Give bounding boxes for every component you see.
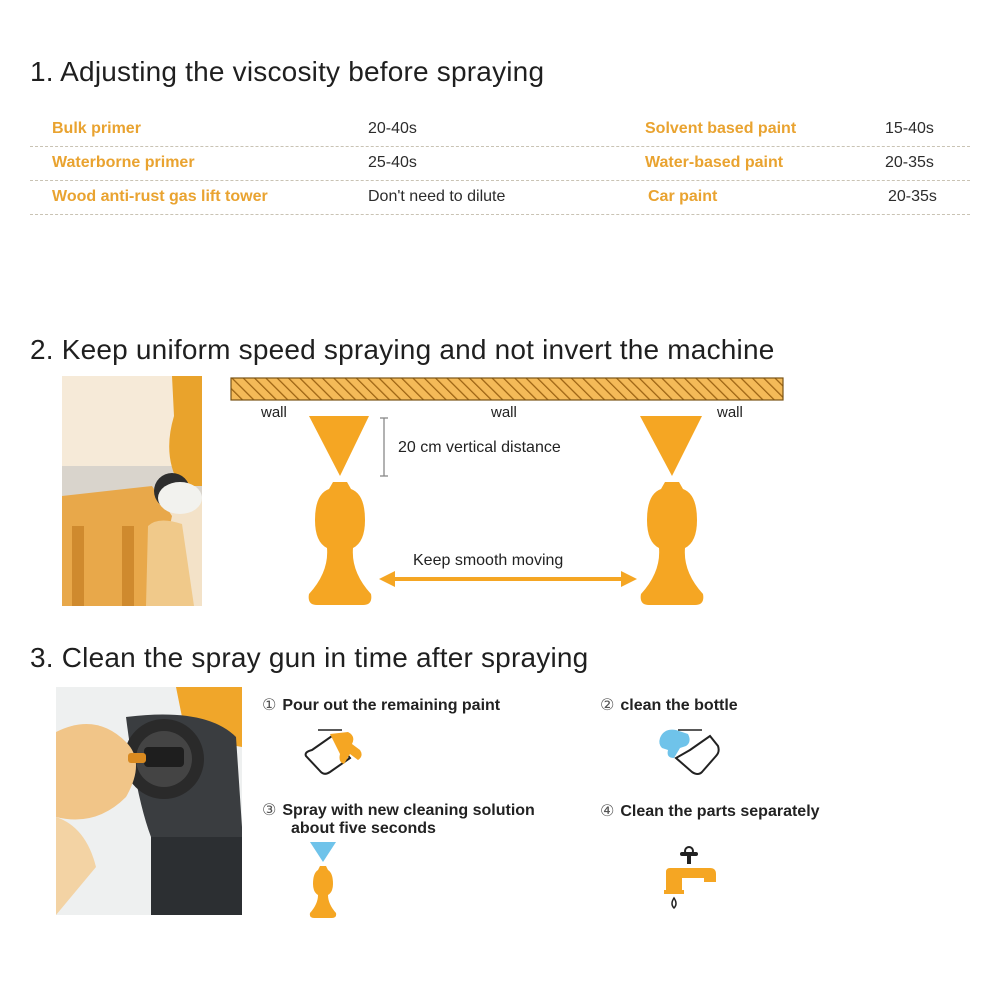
wall-surface xyxy=(231,378,783,400)
step-text: Clean the parts separately xyxy=(620,803,820,820)
distance-label: 20 cm vertical distance xyxy=(398,439,561,456)
material-name: Solvent based paint xyxy=(645,120,797,137)
step-number: ② xyxy=(600,697,615,714)
table-row xyxy=(30,180,970,215)
spraying-diagram xyxy=(225,372,790,612)
pour-paint-icon xyxy=(298,714,368,784)
spray-cleaning-icon xyxy=(300,842,346,920)
spray-gun-photo xyxy=(62,376,202,606)
material-name: Car paint xyxy=(648,188,718,205)
step-text: Spray with new cleaning solution xyxy=(282,802,535,819)
wall-label: wall xyxy=(491,404,517,421)
material-name: Waterborne primer xyxy=(52,154,195,171)
step-number: ① xyxy=(262,697,277,714)
material-name: Water-based paint xyxy=(645,154,784,171)
clean-bottle-icon xyxy=(654,714,724,784)
cleaning-photo xyxy=(56,687,242,915)
moving-label: Keep smooth moving xyxy=(413,552,564,569)
material-name: Wood anti-rust gas lift tower xyxy=(52,188,268,205)
wall-label: wall xyxy=(717,404,743,421)
viscosity-value: 20-40s xyxy=(368,120,417,137)
double-arrow-icon xyxy=(379,571,637,587)
table-row xyxy=(30,146,970,181)
step-text: clean the bottle xyxy=(620,697,738,714)
viscosity-value: 20-35s xyxy=(885,154,934,171)
faucet-icon xyxy=(660,846,724,914)
section3-title: 3. Clean the spray gun in time after spraying xyxy=(30,642,589,673)
section1-title: 1. Adjusting the viscosity before spraying xyxy=(30,56,545,87)
step-text: Pour out the remaining paint xyxy=(282,697,501,714)
step-4 xyxy=(600,801,820,821)
step-3 xyxy=(262,800,535,820)
spray-gun-icon xyxy=(641,482,704,605)
wall-label: wall xyxy=(261,404,287,421)
step-number: ④ xyxy=(600,803,615,820)
viscosity-value: 15-40s xyxy=(885,120,934,137)
spray-cone-icon xyxy=(309,416,369,476)
step-1 xyxy=(262,695,500,715)
step-number: ③ xyxy=(262,802,277,819)
table-row xyxy=(30,112,970,147)
viscosity-value: 25-40s xyxy=(368,154,417,171)
viscosity-value: Don't need to dilute xyxy=(368,188,506,205)
viscosity-value: 20-35s xyxy=(888,188,937,205)
section2-title: 2. Keep uniform speed spraying and not invert the machine xyxy=(30,334,775,365)
spray-cone-icon xyxy=(640,416,702,476)
step-2 xyxy=(600,695,738,715)
spray-gun-icon xyxy=(309,482,372,605)
step-3-continued: about five seconds xyxy=(291,820,436,837)
material-name: Bulk primer xyxy=(52,120,141,137)
